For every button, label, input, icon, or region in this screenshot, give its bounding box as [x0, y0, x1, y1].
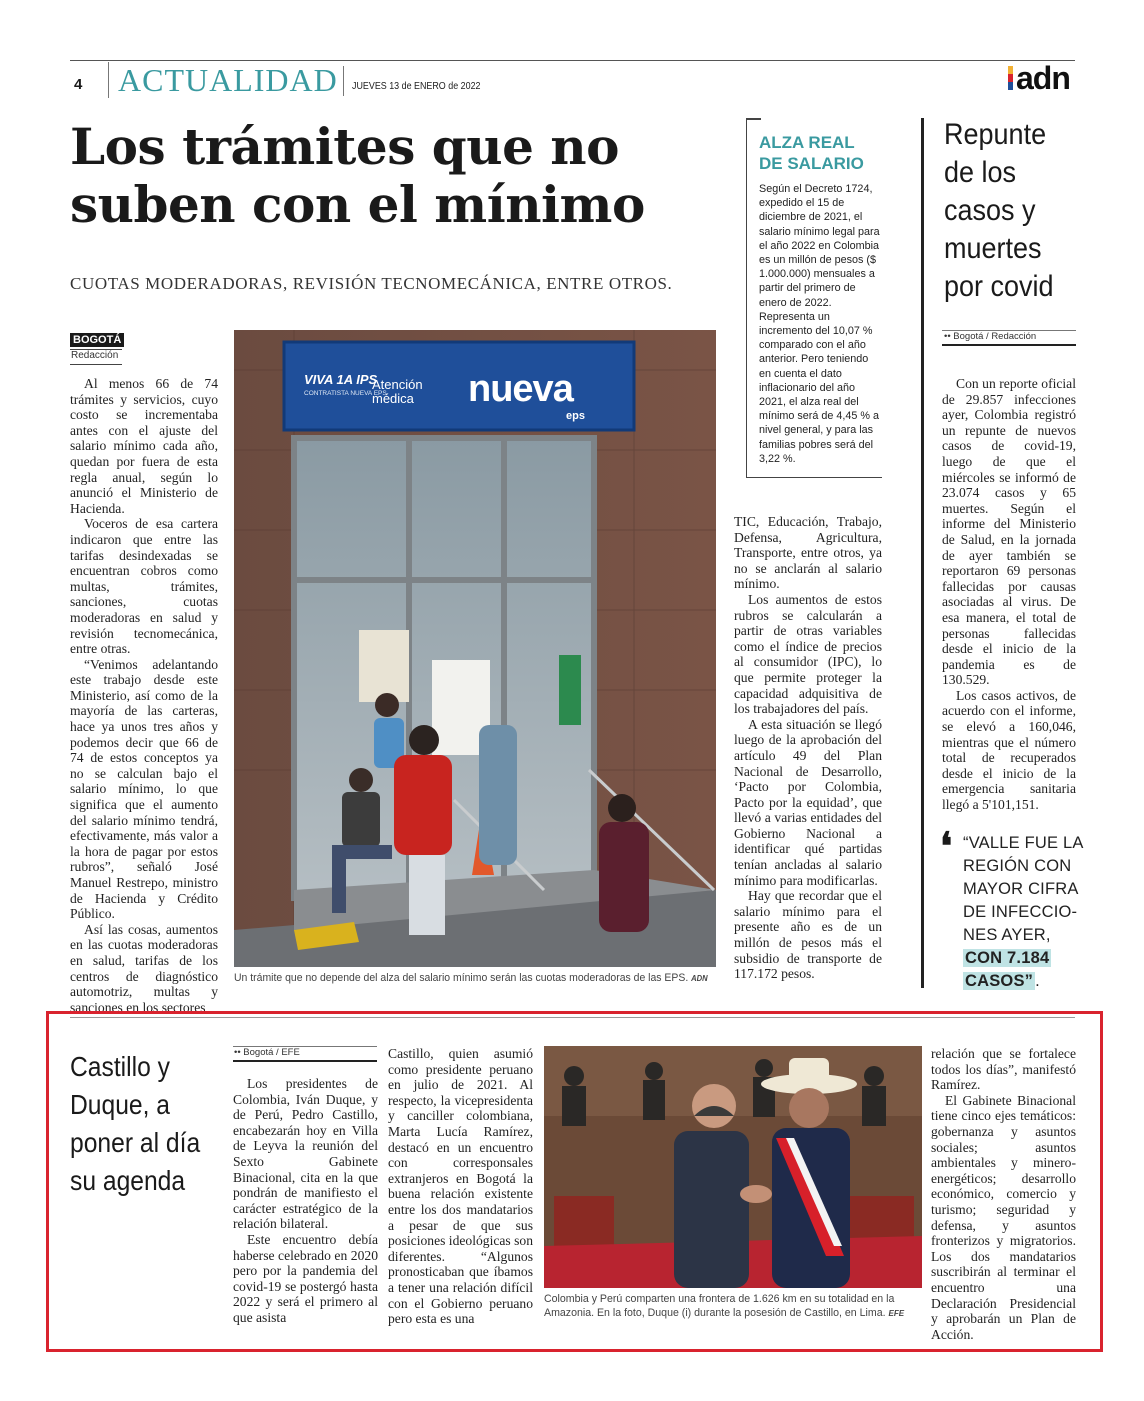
nueva-eps-logo: nueva eps: [468, 368, 585, 422]
main-photo-caption: Un trámite que no depende del alza del salario mínimo serán las cuotas moderadoras de las EPS. ADN: [234, 972, 708, 984]
castillo-column-2: [388, 1046, 533, 1326]
covid-byline: •• Bogotá / Redacción: [944, 331, 1037, 342]
paragraph: TIC, Educación, Trabajo, Defensa, Agricultura, Transporte, entre otros, ya no se anclarán al salario mínimo.: [734, 514, 882, 592]
castillo-headline: Castillo y Duque, a poner al día su agenda: [70, 1051, 201, 1196]
handshake-illustration: [544, 1046, 922, 1288]
paragraph: Con un reporte oficial de 29.857 infecciones ayer, Colombia registró un repunte de nuevos casos de covid-19, luego de que el miércoles se informó de 23.074 casos y 65 muertes. Según el informe del Ministerio de Salud, en la jornada de ayer también se reportaron 69 personas fallecidas por causas asociadas al virus. De esa manera, el total de personas fallecidas desde el inicio de la pandemia es de 130.529.: [942, 376, 1076, 688]
paragraph: Los presidentes de Colombia, Iván Duque, y de Perú, Pedro Castillo, encabezarán hoy en Villa de Leyva la reunión del Sexto Gabinete Binacional, cita en la que pondrán de manifiesto el carácter estratégico de la relación bilateral.: [233, 1076, 378, 1232]
column-divider: [921, 118, 924, 988]
duque-castillo-photo: [544, 1046, 922, 1288]
sign-brand: VIVA 1A IPS: [304, 372, 378, 387]
paragraph: El Gabinete Binacional tiene cinco ejes temáticos: gobernanza y asuntos sociales; asuntos ambientales y minero-energéticos; desarrollo económico, comercio y turismo; seguridad y defensa, y asuntos fronterizos y migratorios. Los dos mandatarios suscribirán al terminar el encuentro una Declaración Presidencial y aprobarán un Plan de Acción.: [931, 1092, 1076, 1342]
eps-entrance-photo: [234, 330, 716, 967]
alza-real-sidebar: [746, 118, 882, 478]
paragraph: Este encuentro debía haberse celebrado en 2020 pero por la pandemia del covid-19 se postergó hasta 2022 y será el primero al que asista: [233, 1231, 378, 1325]
covid-body: [942, 376, 1076, 813]
page-number: 4: [74, 76, 83, 93]
main-column-2: [734, 514, 882, 988]
quote-mark-icon: ❛: [940, 826, 953, 868]
paragraph: Los aumentos de estos rubros se calcularán a partir de otras variables como el índice de precios al consumidor (IPC), lo que permite proteger la capacidad adquisitiva de los trabajadores del país.: [734, 591, 882, 717]
castillo-column-1: [233, 1076, 378, 1326]
quote-highlight: CON 7.184: [965, 949, 1050, 967]
castillo-column-3: [931, 1046, 1076, 1342]
main-headline: Los trámites que no suben con el mínimo: [70, 117, 645, 234]
covid-headline: Repunte de los casos y muertes por covid: [944, 118, 1054, 303]
main-column-1: [70, 376, 218, 1015]
paragraph: relación que se fortalece todos los días”, manifestó Ramírez.: [931, 1046, 1076, 1093]
byline: Redacción: [71, 350, 119, 361]
quote-highlight: CASOS”: [965, 972, 1034, 990]
pull-quote: “VALLE FUE LA REGIÓN CON MAYOR CIFRA DE INFECCIO- NES AYER, CON 7.184 CASOS” .: [963, 834, 1084, 990]
castillo-photo-caption: Colombia y Perú comparten una frontera de 1.626 km en su totalidad en la Amazonia. En la foto, Duque (i) durante la posesión de Castillo, en Lima. EFE: [544, 1293, 905, 1319]
sidebar-title: ALZA REAL DE SALARIO: [759, 133, 864, 173]
section-title: ACTUALIDAD: [118, 62, 338, 98]
sign-contratista: CONTRATISTA NUEVA EPS: [304, 390, 387, 397]
eps-entrance-illustration: [234, 330, 716, 967]
issue-date: JUEVES 13 de ENERO de 2022: [352, 80, 481, 92]
dateline: BOGOTÁ: [70, 333, 124, 347]
paragraph: Al menos 66 de 74 trámites y servicios, cuyo costo se incrementaba antes con el ajuste del salario mínimo cada año, quedan por fuera de esta regla anual, según lo anunció el Ministerio de Hacienda.: [70, 376, 218, 516]
sign-attention: Atención médica: [372, 377, 423, 406]
paragraph: Los casos activos, de acuerdo con el informe, se elevó a 160,046, mientras que el número total de recuperados desde el inicio de la emergencia sanitaria llegó a 5'101,151.: [942, 687, 1076, 813]
paragraph: Así las cosas, aumentos en las cuotas moderadoras en salud, tarifas de los centros de diagnóstico automotriz, multas y sanciones en los sectores: [70, 921, 218, 1015]
paragraph: Hay que recordar que el salario mínimo para el presente año es de un millón de pesos más el subsidio de transporte de 117.172 pesos.: [734, 888, 882, 982]
castillo-byline: •• Bogotá / EFE: [234, 1047, 300, 1058]
paragraph: A esta situación se llegó luego de la aprobación del artículo 49 del Plan Nacional de Desarrollo, ‘Pacto por Colombia, Pacto por la equidad’, que llevó a varias entidades del Gobierno Nacional a identificar qué partidas tenían ancladas al salario mínimo para modificarlas.: [734, 716, 882, 888]
paragraph: Castillo, quien asumió como presidente peruano en julio de 2021. Al respecto, la vicepresidenta y canciller colombiana, Marta Lucía Ramírez, destacó en un encuentro con corresponsales extranjeros en Bogotá la buena relación existente entre los dos mandatarios a pesar de que sus posiciones ideológicas son diferentes. “Algunos pronosticaban que íbamos a tener una relación difícil con el Gobierno peruano pero esta es una: [388, 1046, 533, 1327]
sidebar-text: Según el Decreto 1724, expedido el 15 de diciembre de 2021, el salario mínimo legal para el año 2022 en Colombia es un millón de pesos ($ 1.000.000) mensuales a partir del primero de enero de 2022. Representa un incremento del 10,07 % comparado con el año anterior. Pero teniendo en cuenta el dato inflacionario del año 2021, el alza real del mínimo será de 4,45 % a nivel general, y para las familias pobres será del 3,22 %.: [759, 183, 880, 465]
paragraph: Voceros de esa cartera indicaron que entre las tarifas desindexadas se encuentran cobros como multas, trámites, sanciones, cuotas moderadoras en salud y revisión tecnomecánica, entre otras.: [70, 516, 218, 657]
main-deck: CUOTAS MODERADORAS, REVISIÓN TECNOMECÁNICA, ENTRE OTROS.: [70, 274, 673, 293]
paragraph: “Venimos adelantando este trabajo desde este Ministerio, así como de la mayoría de las carteras, hace ya unos tres años y podemos decir que 66 de 74 de estos conceptos ya no se calculan bajo el salario mínimo, lo que significa que el aumento del salario mínimo tendrá, efectivamente, más valor a la hora de pagar por estos rubros”, señaló José Manuel Restrepo, ministro de Hacienda y Crédito Público.: [70, 656, 218, 922]
